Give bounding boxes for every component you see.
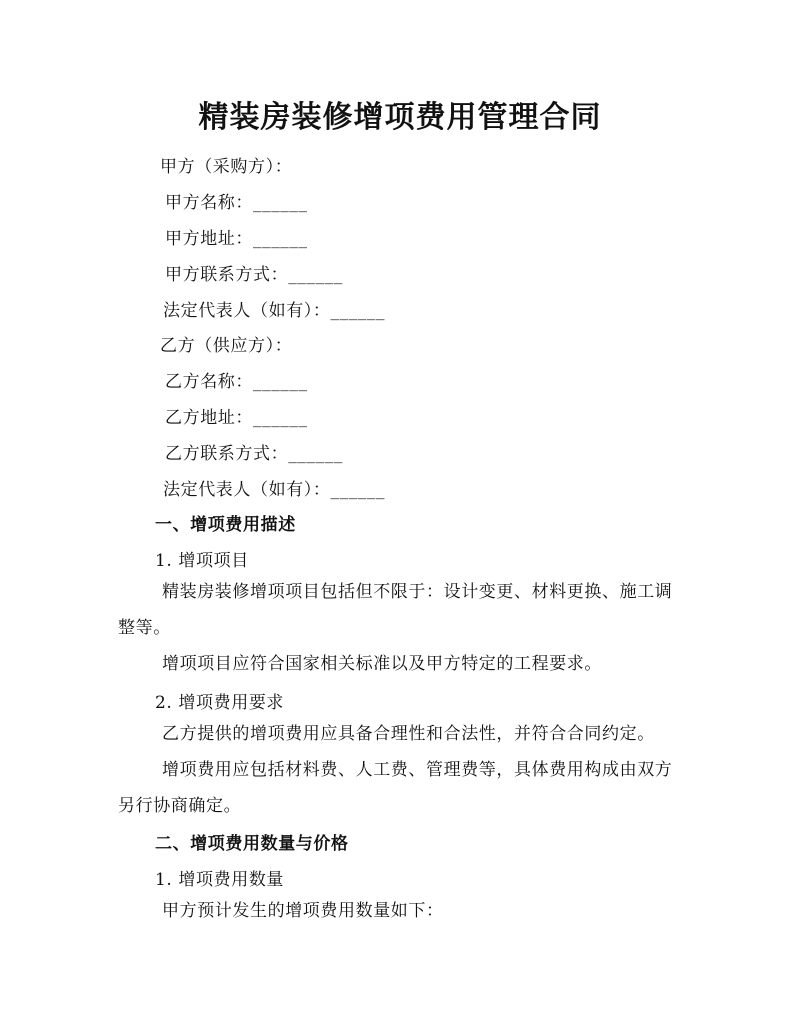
party-b-representative: 法定代表人（如有）：______ <box>163 480 386 500</box>
section-1-item-2-paragraph-1: 乙方提供的增项费用应具备合理性和合法性，并符合合同约定。 <box>162 724 655 744</box>
party-b-contact: 乙方联系方式：______ <box>165 444 343 464</box>
party-a-contact: 甲方联系方式：______ <box>165 265 343 285</box>
document-title: 精装房装修增项费用管理合同 <box>198 100 602 135</box>
section-2-heading: 二、增项费用数量与价格 <box>155 834 349 854</box>
party-a-representative: 法定代表人（如有）：______ <box>163 301 386 321</box>
section-1-item-1-paragraph-2: 增项项目应符合国家相关标准以及甲方特定的工程要求。 <box>162 654 602 674</box>
section-1-heading: 一、增项费用描述 <box>155 515 296 535</box>
section-1-item-1-heading: 1. 增项项目 <box>155 551 249 571</box>
section-1-item-2-heading: 2. 增项费用要求 <box>155 693 285 713</box>
party-a-name: 甲方名称：______ <box>165 193 308 213</box>
section-2-item-1-heading: 1. 增项费用数量 <box>155 870 285 890</box>
party-b-heading: 乙方（供应方）： <box>160 336 293 356</box>
section-1-item-1-paragraph-1: 精装房装修增项项目包括但不限于：设计变更、材料更换、施工调整等。 <box>118 582 673 638</box>
section-2-item-1-paragraph-1: 甲方预计发生的增项费用数量如下： <box>162 901 444 921</box>
party-b-address: 乙方地址：______ <box>165 408 308 428</box>
party-a-address: 甲方地址：______ <box>165 229 308 249</box>
party-a-heading: 甲方（采购方）： <box>160 157 293 177</box>
party-b-name: 乙方名称：______ <box>165 372 308 392</box>
section-1-item-2-paragraph-2: 增项费用应包括材料费、人工费、管理费等，具体费用构成由双方另行协商确定。 <box>118 760 673 816</box>
